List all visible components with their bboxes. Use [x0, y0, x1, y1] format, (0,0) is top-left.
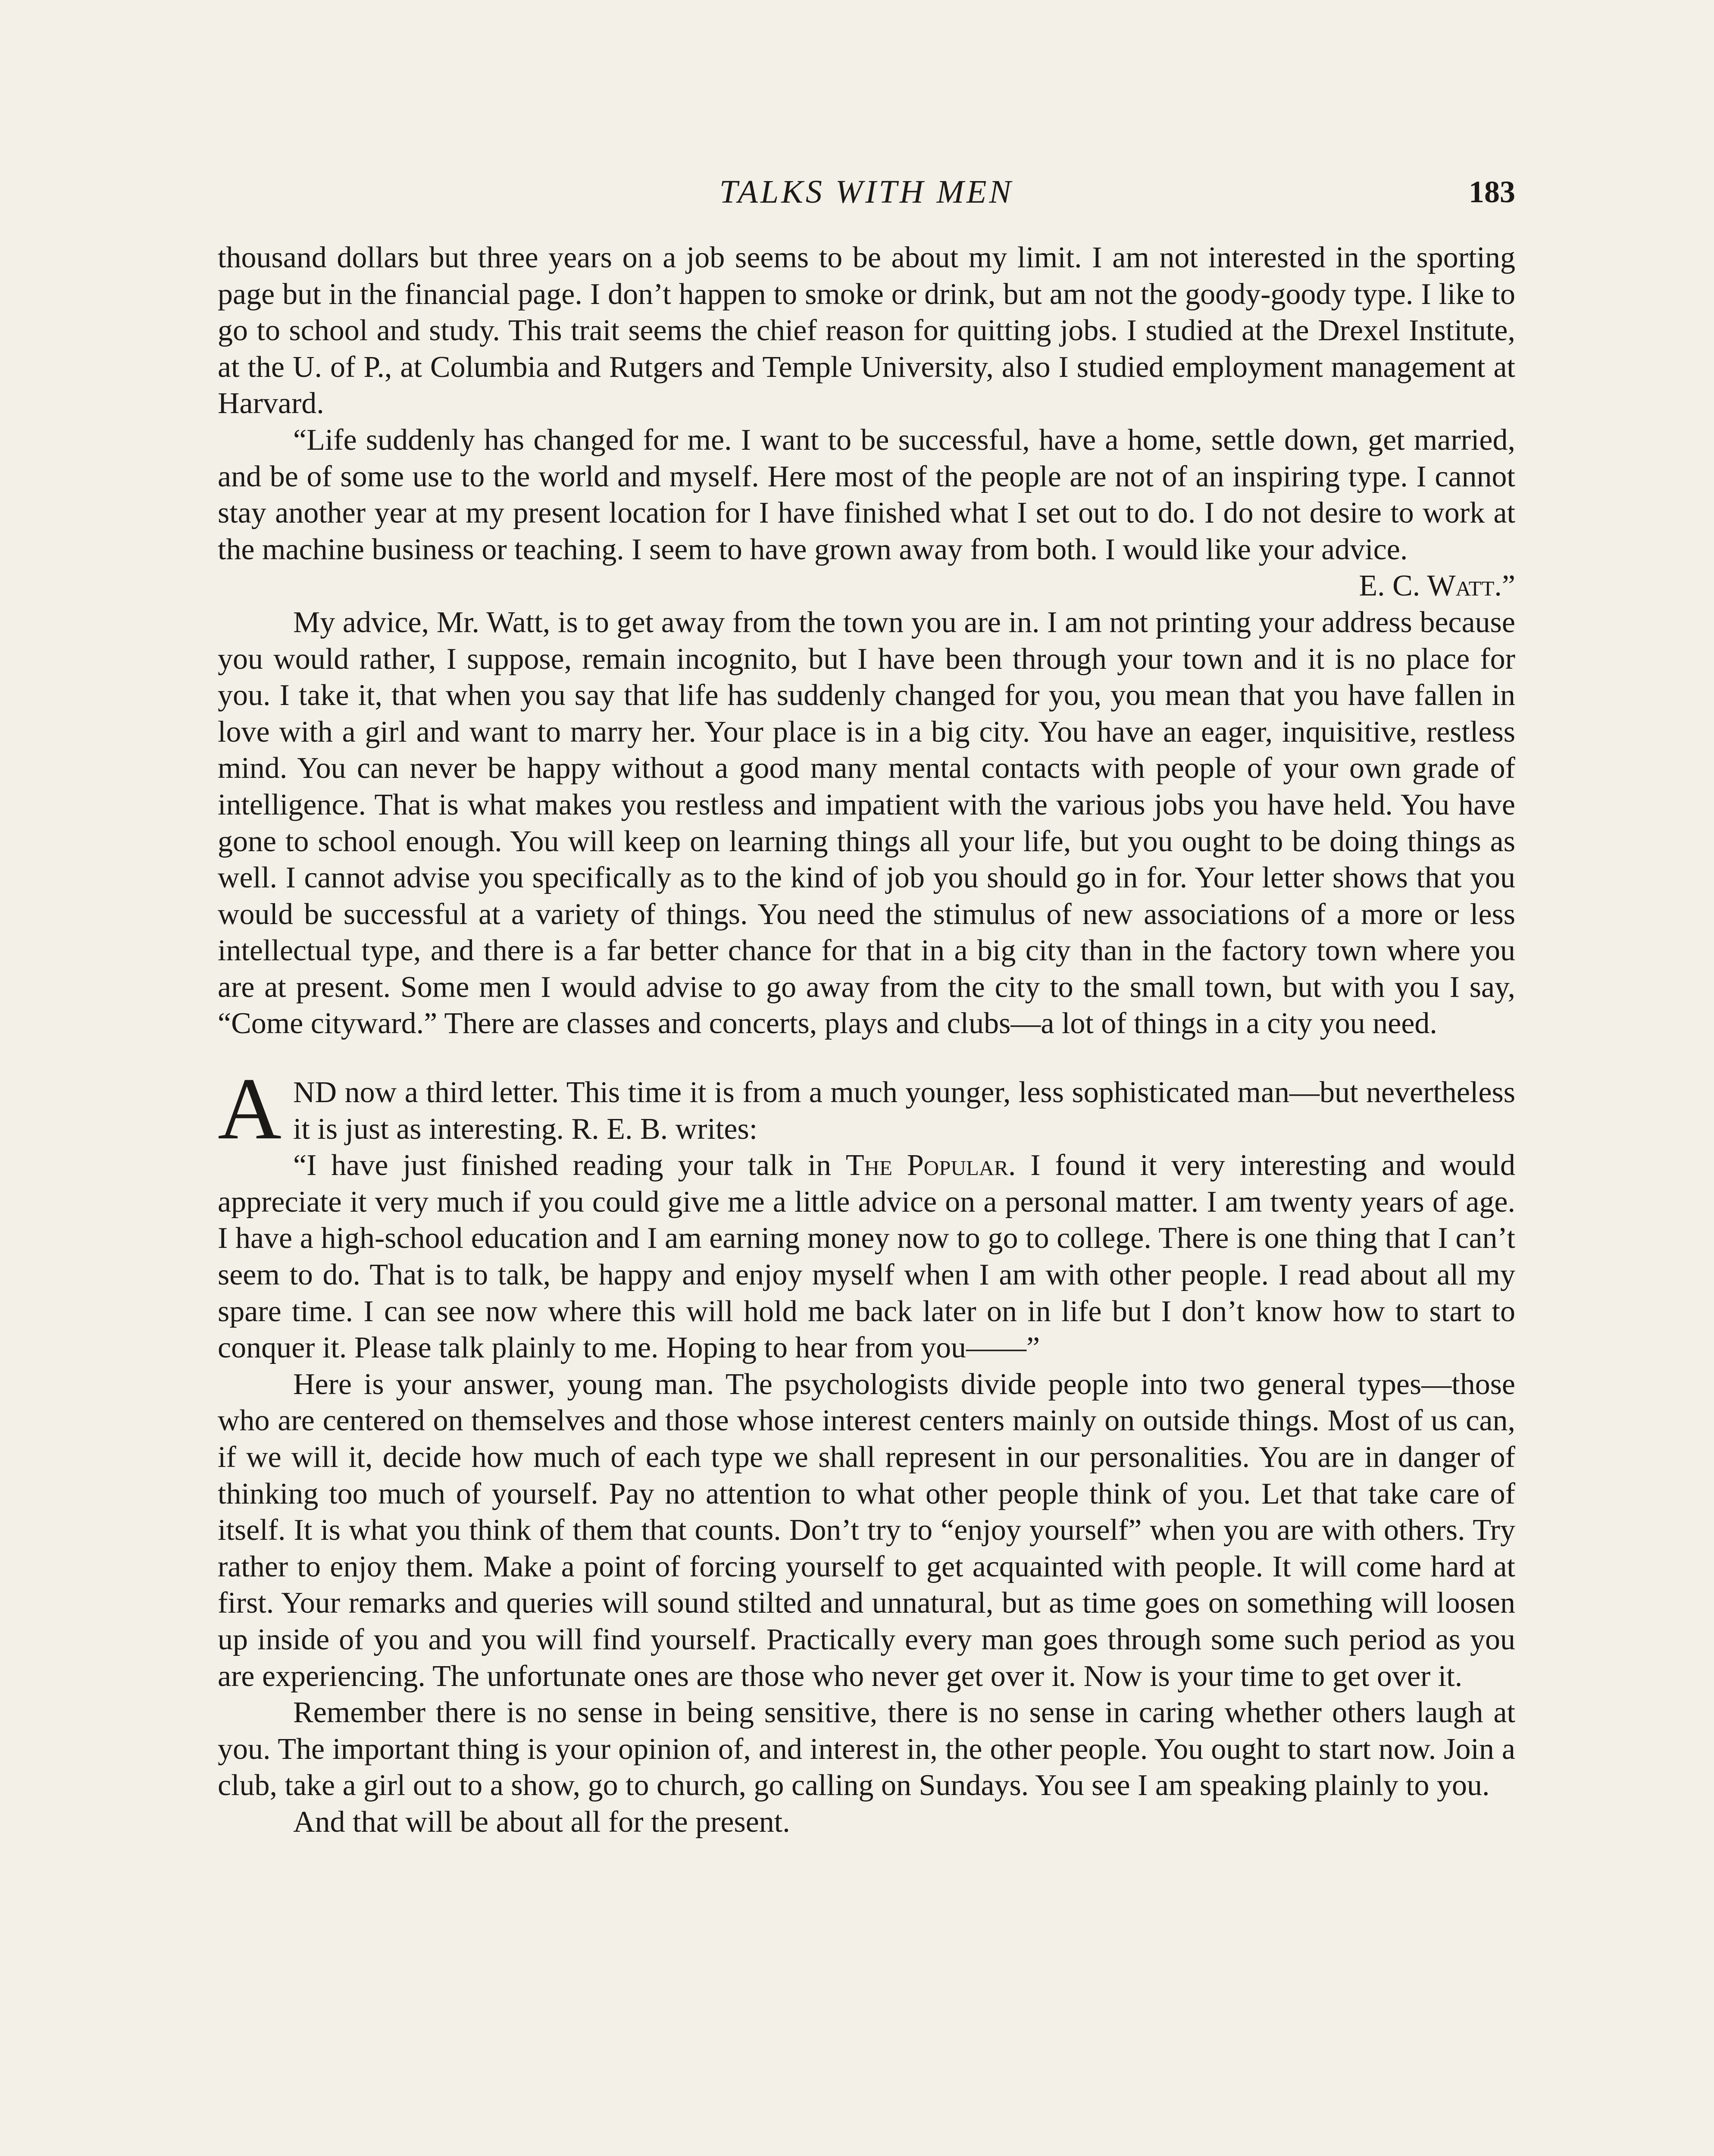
- article-body: [218, 240, 1515, 1841]
- running-title: TALKS WITH MEN: [719, 174, 1014, 210]
- paragraph-reader-letter-end: I found it very interesting and would appreciate it very much if you could give me a little advice on a personal matter. I am twenty years of age. I have a high-school education and I am earning money now to go to college. There is one thing that I can’t seem to do. That is to talk, be happy and enjoy myself when I am with other people. I read about all my spare time. I can see now where this will hold me back later on in life but I don’t know how to start to conquer it. Please talk plainly to me. Hoping to hear from you——”: [218, 1149, 1515, 1365]
- section-third-letter: [218, 1060, 1515, 1840]
- paragraph-letter-quote: [218, 422, 1515, 605]
- drop-cap-letter: A: [218, 1060, 282, 1158]
- paragraph-closing: And that will be about all for the present.: [293, 1805, 790, 1839]
- paragraph-answer: Here is your answer, young man. The psychologists divide people into two general types—those who are centered on themselves and those whose interest centers mainly on outside things. Most of us can, if we will it, decide how much of each type we shall represent in our personalities. You are in danger of thinking too much of yourself. Pay no attention to what other people think of you. Let that take care of itself. It is what you think of them that counts. Don’t try to “enjoy yourself” when you are with others. Try rather to enjoy them. Make a point of forcing yourself to get acquainted with people. It will come hard at first. Your remarks and queries will sound stilted and unnatural, but as time goes on something will loosen up inside of you and you will find yourself. Practically every man goes through some such period as you are experiencing. The unfortunate ones are those who never get over it. Now is your time to get over it.: [218, 1367, 1515, 1693]
- magazine-title: The Popular.: [845, 1149, 1016, 1182]
- page-number: 183: [1469, 175, 1515, 209]
- letter-signature: E. C. Watt.”: [1359, 569, 1515, 603]
- paragraph-advice: My advice, Mr. Watt, is to get away from the town you are in. I am not printing your address because you would rather, I suppose, remain incognito, but I have been through your town and it is no place for you. I take it, that when you say that life has suddenly changed for you, you mean that you have fallen in love with a girl and want to marry her. Your place is in a big city. You have an eager, inquisitive, restless mind. You can never be happy without a good many mental contacts with people of your own grade of intelligence. That is what makes you restless and impatient with the various jobs you have held. You have gone to school enough. You will keep on learning things all your life, but you ought to be doing things as well. I cannot advise you specifically as to the kind of job you should go in for. Your letter shows that you would be successful at a variety of things. You need the stimulus of new associations of a more or less intellectual type, and there is a far better chance for that in a big city than in the factory town where you are at present. Some men I would advise to go away from the city to the small town, but with you I say, “Come cityward.” There are classes and concerts, plays and clubs—a lot of things in a city you need.: [218, 605, 1515, 1040]
- paragraph-continued: thousand dollars but three years on a job seems to be about my limit. I am not interested in the sporting page but in the financial page. I don’t happen to smoke or drink, but am not the goody-goody type. I like to go to school and study. This trait seems the chief reason for quitting jobs. I studied at the Drexel Institute, at the U. of P., at Columbia and Rutgers and Temple University, also I studied employment management at Harvard.: [218, 241, 1515, 420]
- drop-cap-paragraph: [218, 1060, 1515, 1158]
- paragraph-letter-text: “Life suddenly has changed for me. I want to be successful, have a home, settle down, get married, and be of some use to the world and myself. Here most of the people are not of an inspiring type. I cannot stay another year at my present location for I have finished what I set out to do. I do not desire to work at the machine business or teaching. I seem to have grown away from both. I would like your advice.: [218, 423, 1515, 566]
- paragraph-reader-letter: [218, 1147, 1515, 1366]
- magazine-page: [218, 168, 1515, 2156]
- paragraph-reader-letter-start: “I have just finished reading your talk in: [293, 1149, 846, 1182]
- paragraph-remember: Remember there is no sense in being sensitive, there is no sense in caring whether others laugh at you. The important thing is your opinion of, and interest in, the other people. You ought to start now. Join a club, take a girl out to a show, go to church, go calling on Sundays. You see I am speaking plainly to you.: [218, 1696, 1515, 1802]
- paragraph-third-letter-intro: ND now a third letter. This time it is from a much younger, less sophisticated man—but nevertheless it is just as interesting. R. E. B. writes:: [293, 1076, 1515, 1146]
- running-head: [218, 168, 1515, 216]
- signature-line: [218, 568, 1515, 605]
